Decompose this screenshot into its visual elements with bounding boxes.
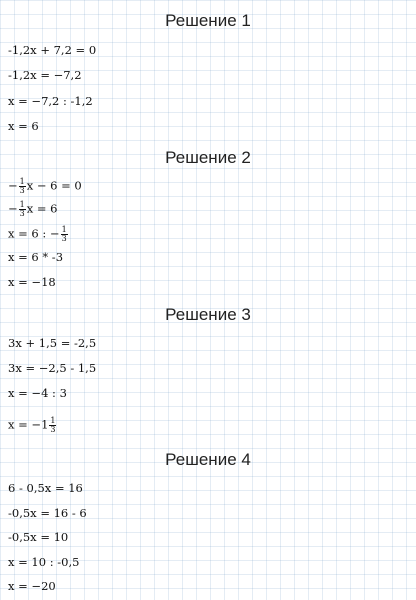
fraction-denominator: 3 xyxy=(61,234,67,243)
equation-text: − xyxy=(8,178,18,193)
equation-text: − xyxy=(8,201,18,216)
equation-line: -1,2x + 7,2 = 0 xyxy=(8,43,97,57)
equation-line: x = 6 xyxy=(8,119,39,133)
fraction-denominator: 3 xyxy=(19,209,25,218)
fraction xyxy=(49,417,56,434)
equation-line: x = −18 xyxy=(8,275,56,289)
fraction-denominator: 3 xyxy=(50,425,56,434)
fraction-denominator: 3 xyxy=(19,186,25,195)
fraction xyxy=(19,201,26,218)
fraction xyxy=(61,226,68,243)
section-1-title: Решение 1 xyxy=(165,11,251,30)
equation-text: x = 6 xyxy=(26,201,58,216)
equation-text: x = −1 xyxy=(8,417,49,432)
fraction-numerator: 1 xyxy=(19,200,25,209)
fraction-numerator: 1 xyxy=(50,416,56,425)
equation-line xyxy=(8,417,57,434)
section-4-title: Решение 4 xyxy=(165,450,251,469)
equation-line: -0,5x = 10 xyxy=(8,530,69,544)
equation-line: x = 6 * -3 xyxy=(8,250,64,264)
equation-line: 3x = −2,5 - 1,5 xyxy=(8,361,97,375)
fraction-numerator: 1 xyxy=(61,225,67,234)
section-3-title: Решение 3 xyxy=(165,305,251,324)
equation-line: 6 - 0,5x = 16 xyxy=(8,481,83,495)
equation-line xyxy=(8,226,69,243)
equation-line: 3x + 1,5 = -2,5 xyxy=(8,336,97,350)
equation-line: x = −20 xyxy=(8,579,56,593)
equation-line xyxy=(8,201,57,218)
equation-line xyxy=(8,178,82,195)
equation-line: -1,2x = −7,2 xyxy=(8,68,82,82)
equation-line: -0,5x = 16 - 6 xyxy=(8,506,87,520)
equation-text: x − 6 = 0 xyxy=(26,178,82,193)
equation-text: x = 6 : − xyxy=(8,226,60,241)
section-2-title: Решение 2 xyxy=(165,148,251,167)
fraction xyxy=(19,178,26,195)
equation-line: x = 10 : -0,5 xyxy=(8,555,80,569)
equation-line: x = −4 : 3 xyxy=(8,386,67,400)
fraction-numerator: 1 xyxy=(19,177,25,186)
equation-line: x = −7,2 : -1,2 xyxy=(8,94,93,108)
